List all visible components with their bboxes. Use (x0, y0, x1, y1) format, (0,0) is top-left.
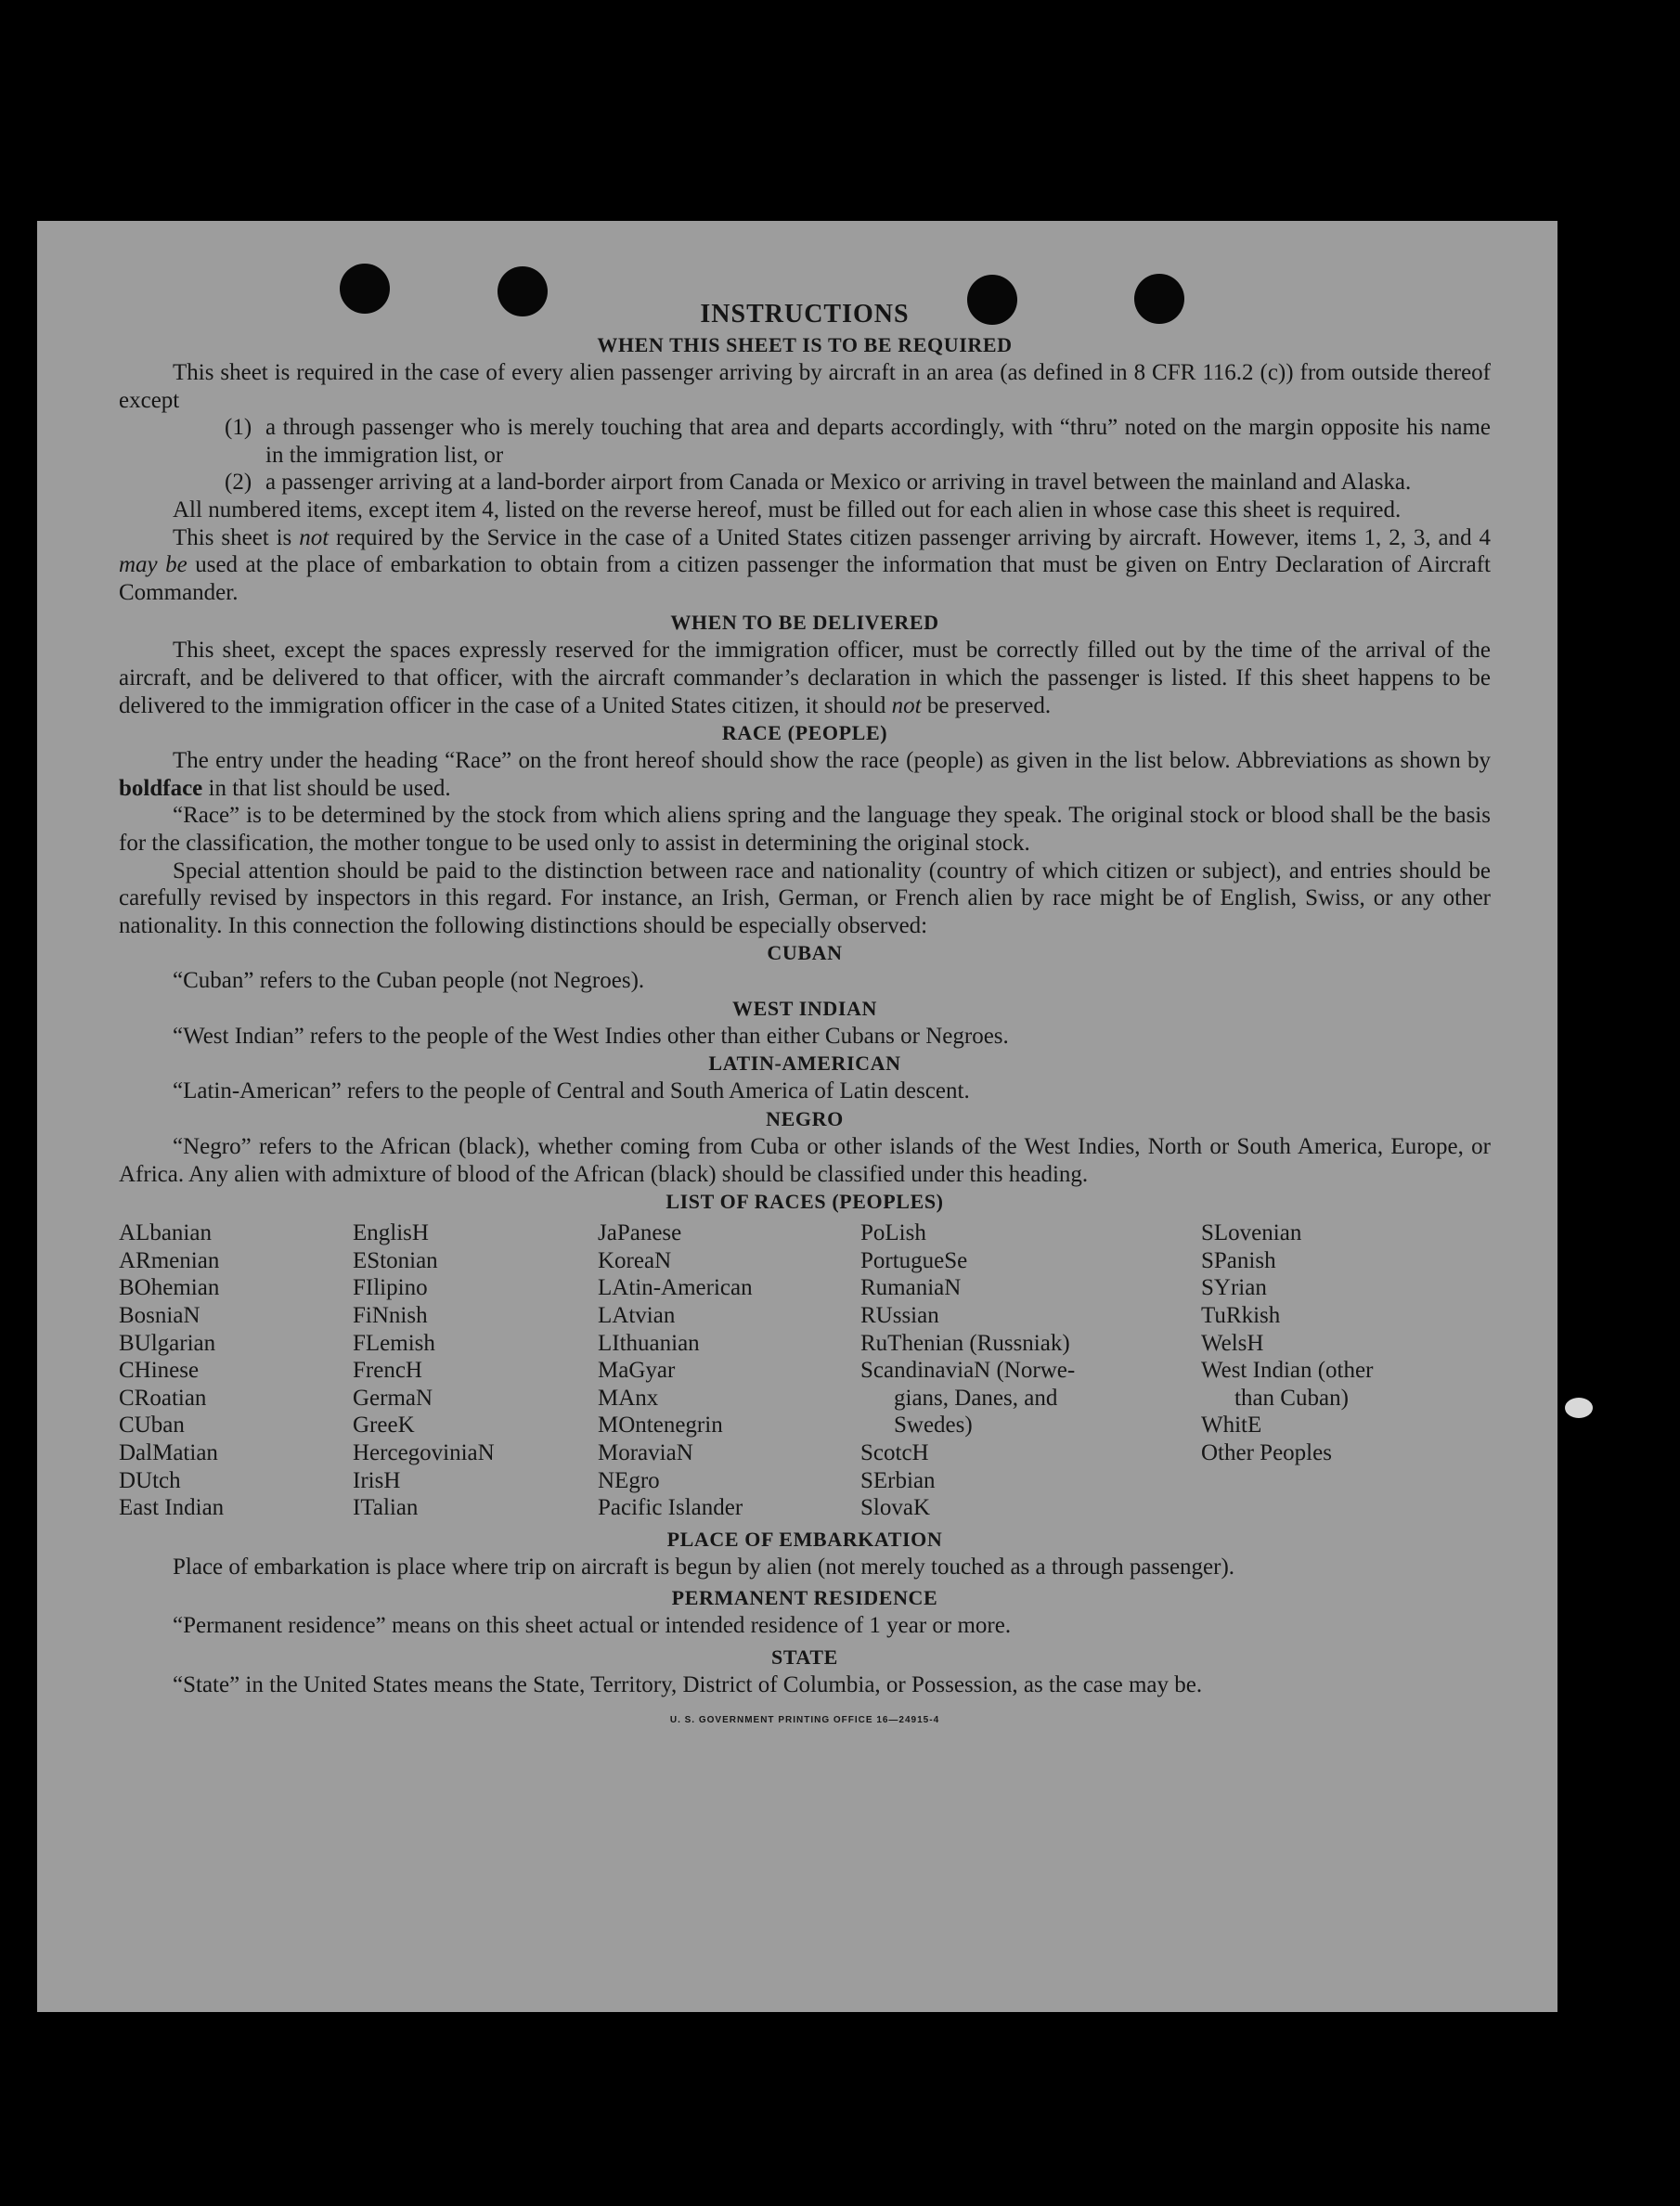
heading-when-required: WHEN THIS SHEET IS TO BE REQUIRED (597, 333, 1013, 356)
race-entry: SPanish (1201, 1247, 1276, 1273)
race-entry: IrisH (353, 1467, 401, 1493)
heading-cuban: CUBAN (767, 941, 843, 965)
text-run: The entry under the heading “Race” on the front hereof should show the race (people) as given in the list below. Abbreviations as shown by (173, 748, 1491, 774)
race-paragraph-1 (119, 747, 1491, 802)
race-entry: CUban (119, 1413, 185, 1438)
race-entry: FLemish (353, 1330, 435, 1356)
race-entry: EnglisH (353, 1220, 429, 1246)
race-entry: Other Peoples (1201, 1440, 1332, 1465)
page-edge-mark (1565, 1398, 1593, 1418)
race-list (119, 1219, 1491, 1522)
race-entry: BOhemian (119, 1275, 220, 1301)
race-entry: DUtch (119, 1467, 181, 1493)
race-entry: East Indian (119, 1495, 225, 1521)
instructions-content (119, 298, 1491, 1734)
race-entry: LAtvian (598, 1303, 676, 1329)
when-required-intro: This sheet is required in the case of every alien passenger arriving by aircraft in an area (as defined in 8 CFR 116.2 (c)) from outside thereof except (119, 360, 1491, 413)
race-column-5 (1201, 1219, 1433, 1522)
state-definition: “State” in the United States means the State, Territory, District of Columbia, or Possession, as the case may be. (173, 1671, 1203, 1697)
race-entry: SlovaK (860, 1495, 930, 1521)
race-entry: Pacific Islander (598, 1495, 743, 1521)
exception-number: (1) (225, 415, 252, 441)
heading-embarkation: PLACE OF EMBARKATION (666, 1527, 943, 1551)
race-entry: NEgro (598, 1467, 660, 1493)
race-entry-continuation: Swedes) (894, 1413, 973, 1438)
heading-west-indian: WEST INDIAN (732, 996, 877, 1020)
race-entry: HercegoviniaN (353, 1440, 495, 1465)
race-entry: PortugueSe (860, 1247, 968, 1273)
printing-office-footer: U. S. GOVERNMENT PRINTING OFFICE 16—24915-4 (669, 1714, 940, 1725)
west-indian-definition: “West Indian” refers to the people of the West Indies other than either Cubans or Negroes. (173, 1023, 1009, 1049)
numbered-items-paragraph: All numbered items, except item 4, listed on the reverse hereof, must be filled out for each alien in whose case this sheet is required. (173, 497, 1402, 522)
citizen-paragraph (119, 524, 1491, 607)
heading-list-of-races: LIST OF RACES (PEOPLES) (666, 1190, 944, 1214)
race-entry: CRoatian (119, 1385, 207, 1411)
bold-boldface: boldface (119, 775, 203, 801)
race-column-1 (119, 1219, 353, 1522)
race-entry: TuRkish (1201, 1303, 1281, 1329)
race-entry: EStonian (353, 1247, 438, 1273)
race-entry: BosniaN (119, 1303, 200, 1329)
race-entry: WhitE (1201, 1413, 1262, 1438)
negro-definition: “Negro” refers to the African (black), whether coming from Cuba or other islands of the West Indies, North or South America, Europe, or Africa. Any alien with admixture of blood of the African (black) should be classified under this heading. (119, 1134, 1491, 1187)
race-entry: KoreaN (598, 1247, 672, 1273)
race-entry: ScandinaviaN (Norwe- (860, 1358, 1076, 1384)
cuban-definition: “Cuban” refers to the Cuban people (not Negroes). (173, 968, 645, 994)
race-entry: LIthuanian (598, 1330, 700, 1356)
race-column-4 (860, 1219, 1201, 1522)
embarkation-definition: Place of embarkation is place where trip on aircraft is begun by alien (not merely touched as a through passenger). (173, 1554, 1235, 1580)
race-entry-continuation: gians, Danes, and (894, 1385, 1058, 1411)
delivery-paragraph (119, 637, 1491, 719)
text-run: in that list should be used. (202, 775, 451, 801)
race-entry: FIlipino (353, 1275, 428, 1301)
italic-not: not (299, 524, 330, 550)
race-entry: MOntenegrin (598, 1413, 723, 1438)
race-entry: SErbian (860, 1467, 936, 1493)
heading-when-delivered: WHEN TO BE DELIVERED (670, 611, 939, 635)
race-entry: BUlgarian (119, 1330, 216, 1356)
text-run: required by the Service in the case of a United States citizen passenger arriving by aircraft. However, items 1, 2, 3, and 4 (329, 524, 1491, 550)
race-entry: RUssian (860, 1303, 939, 1329)
text-run: be preserved. (921, 692, 1052, 718)
race-entry: CHinese (119, 1358, 200, 1384)
race-entry: West Indian (other (1201, 1358, 1374, 1384)
race-entry: RuThenian (Russniak) (860, 1330, 1070, 1356)
race-entry: LAtin-American (598, 1275, 753, 1301)
race-entry: SYrian (1201, 1275, 1267, 1301)
race-paragraph-2: “Race” is to be determined by the stock from which aliens spring and the language they speak. The original stock or blood shall be the basis for the classification, the mother tongue to be used only to assist in determining the original stock. (119, 803, 1491, 856)
race-entry: ALbanian (119, 1220, 212, 1246)
race-paragraph-3: Special attention should be paid to the distinction between race and nationality (country of which citizen or subject), and entries should be carefully revised by inspectors in this regard. For instance, an Irish, German, or French alien by race might be of English, Swiss, or any other nationality. In this connection the following distinctions should be especially observed: (119, 858, 1491, 938)
race-entry: WelsH (1201, 1330, 1264, 1356)
exception-text: a through passenger who is merely touching that area and departs accordingly, with “thru” noted on the margin opposite his name in the immigration list, or (265, 415, 1491, 468)
heading-race: RACE (PEOPLE) (721, 721, 888, 745)
race-entry: DalMatian (119, 1440, 218, 1465)
page-title: INSTRUCTIONS (700, 300, 910, 329)
document-sheet (37, 221, 1557, 2012)
race-entry: ScotcH (860, 1440, 929, 1465)
race-entry: GreeK (353, 1413, 415, 1438)
text-run: This sheet, except the spaces expressly reserved for the immigration officer, must be correctly filled out by the time of the arrival of the aircraft, and be delivered to that officer, with the aircraft commander’s declaration in which the passenger is listed. If this sheet happens to be delivered to the immigration officer in the case of a United States citizen, it should (119, 638, 1491, 718)
exception-number: (2) (225, 470, 252, 496)
heading-permanent-residence: PERMANENT RESIDENCE (671, 1586, 938, 1610)
race-entry-continuation: than Cuban) (1234, 1385, 1349, 1411)
race-entry: MaGyar (598, 1358, 676, 1384)
race-entry: ARmenian (119, 1247, 220, 1273)
exception-text: a passenger arriving at a land-border airport from Canada or Mexico or arriving in travel between the mainland and Alaska. (265, 470, 1412, 496)
residence-definition: “Permanent residence” means on this sheet actual or intended residence of 1 year or more. (173, 1613, 1012, 1639)
race-column-2 (353, 1219, 598, 1522)
race-entry: FrencH (353, 1358, 422, 1384)
heading-negro: NEGRO (766, 1107, 844, 1131)
exception-item-2 (225, 469, 1491, 497)
race-entry: RumaniaN (860, 1275, 962, 1301)
race-entry: SLovenian (1201, 1220, 1302, 1246)
exception-item-1 (225, 414, 1491, 469)
race-column-3 (598, 1219, 860, 1522)
race-entry: MAnx (598, 1385, 659, 1411)
race-entry: ITalian (353, 1495, 419, 1521)
text-run: used at the place of embarkation to obtain from a citizen passenger the information that must be given on Entry Declaration of Aircraft Commander. (119, 552, 1492, 605)
italic-may-be: may be (119, 552, 187, 578)
race-entry: GermaN (353, 1385, 433, 1411)
race-entry: JaPanese (598, 1220, 682, 1246)
latin-american-definition: “Latin-American” refers to the people of Central and South America of Latin descent. (173, 1078, 970, 1104)
text-run: This sheet is (173, 524, 300, 550)
race-entry: PoLish (860, 1220, 926, 1246)
heading-state: STATE (771, 1645, 838, 1669)
italic-not: not (891, 692, 922, 718)
race-entry: FiNnish (353, 1303, 428, 1329)
heading-latin-american: LATIN-AMERICAN (708, 1051, 901, 1076)
race-entry: MoraviaN (598, 1440, 693, 1465)
